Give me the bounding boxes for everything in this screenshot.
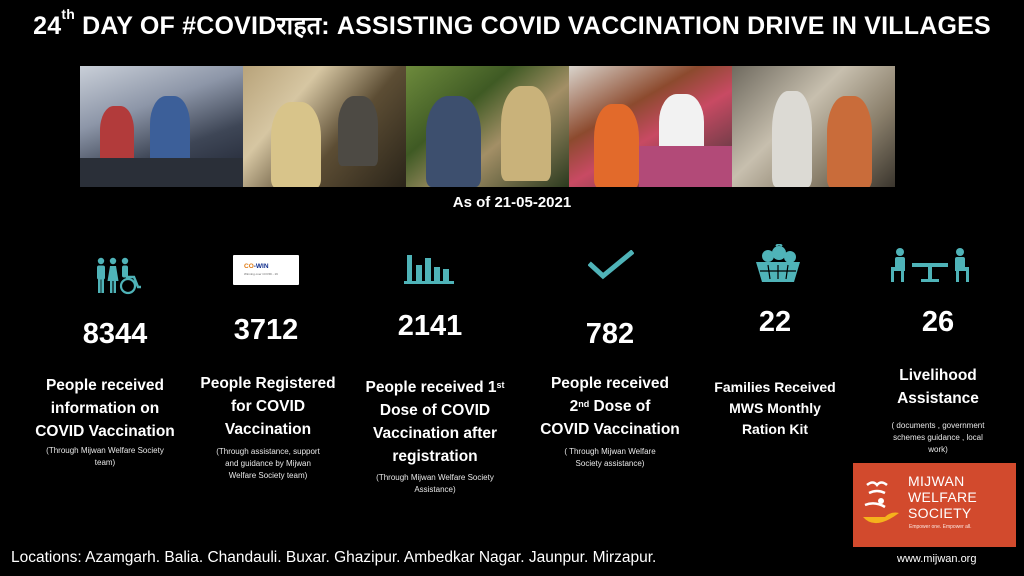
photo-strip (80, 66, 895, 187)
hand-heart-icon (861, 475, 903, 533)
cowin-logo: CO-WIN Winning over COVID - 19 (233, 255, 299, 285)
stat-label: Families Received MWS Monthly Ration Kit (714, 379, 836, 437)
stat-value: 8344 (82, 318, 148, 350)
photo-village-outreach (406, 66, 569, 187)
stat-note: (Through Mijwan Welfare Society team) (46, 446, 164, 467)
photo-registration-desk (80, 66, 243, 187)
bar-chart-icon (404, 255, 456, 285)
photo-phone-registration (243, 66, 406, 187)
stat-label: People received 2nd Dose of COVID Vaccination (540, 375, 680, 438)
stat-label: People received 1st Dose of COVID Vaccination after registration (365, 379, 505, 465)
locations-list: Locations: Azamgarh. Balia. Chandauli. Buxar. Ghazipur. Ambedkar Nagar. Jaunpur. Mirzapur. (11, 549, 657, 566)
page-title: 24th DAY OF #COVIDराहत: ASSISTING COVID VACCINATION DRIVE IN VILLAGES (33, 6, 991, 40)
mijwan-logo: MIJWAN WELFARE SOCIETY Empower one. Empower all. (853, 463, 1016, 547)
stat-value: 782 (585, 318, 635, 350)
stat-value: 2141 (397, 310, 463, 342)
fruit-basket-icon (754, 244, 802, 284)
photo-vaccination (569, 66, 732, 187)
stat-label: People Registered for COVID Vaccination (200, 375, 336, 438)
meeting-table-icon (888, 247, 972, 283)
stat-note: (Through Mijwan Welfare Society Assistance) (376, 473, 494, 494)
as-of-date: As of 21-05-2021 (452, 194, 572, 211)
stat-note: (Through assistance, support and guidance by Mijwan Welfare Society team) (216, 447, 320, 480)
stat-label: Livelihood Assistance (897, 367, 979, 407)
stat-note: ( documents , government schemes guidance , local work) (891, 421, 985, 454)
stat-label: People received information on COVID Vaccination (35, 377, 175, 440)
checkmark-icon (588, 250, 634, 280)
website-link[interactable]: www.mijwan.org (897, 553, 977, 565)
stat-value: 3712 (233, 314, 299, 346)
stat-value: 26 (921, 306, 955, 338)
stat-note: ( Through Mijwan Welfare Society assistance) (564, 447, 656, 468)
photo-health-worker (732, 66, 895, 187)
stat-value: 22 (758, 306, 792, 338)
people-accessibility-icon (95, 257, 145, 295)
